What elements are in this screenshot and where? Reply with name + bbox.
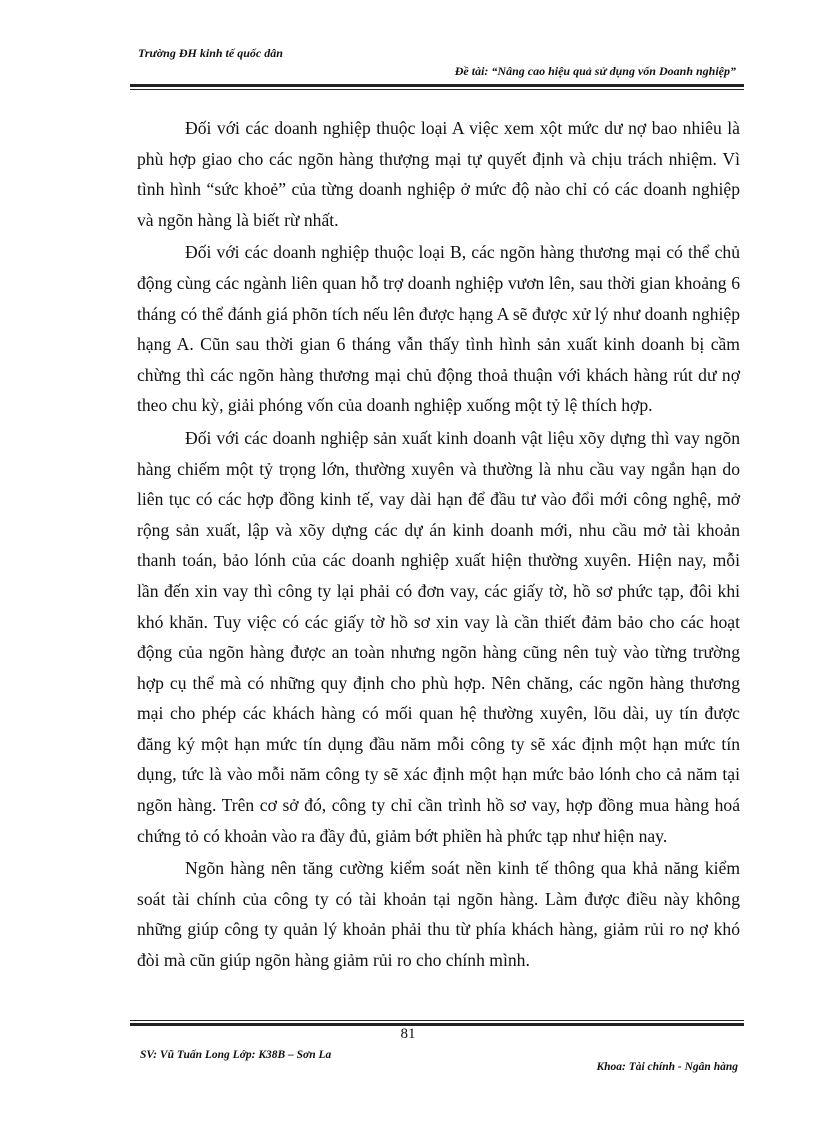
page-number: 81 — [400, 1026, 416, 1042]
paragraph-construction: Đối với các doanh nghiệp sản xuất kinh doanh vật liệu xõy dựng thì vay ngõn hàng chiếm một tỷ trọng lớn, thường xuyên và thường là nhu cầu vay ngắn hạn do liên tục có các hợp đồng kinh tế, vay dài hạn để đầu tư vào đổi mới công nghệ, mở rộng sản xuất, lập và xõy dựng các dự án kinh doanh mới, nhu cầu mở tài khoản thanh toán, bảo lónh của các doanh nghiệp xuất hiện thường xuyên. Hiện nay, mỗi lần đến xin vay thì công ty lại phải có đơn vay, các giấy tờ, hồ sơ phức tạp, đôi khi khó khăn. Tuy việc có các giấy tờ hồ sơ xin vay là cần thiết đảm bảo cho các hoạt động của ngõn hàng được an toàn nhưng ngõn hàng cũng nên tuỳ vào từng trường hợp cụ thể mà có những quy định cho phù hợp. Nên chăng, các ngõn hàng thương mại cho phép các khách hàng có mối quan hệ thường xuyên, lõu dài, uy tín được đăng ký một hạn mức tín dụng đầu năm mỗi công ty sẽ xác định một hạn mức tín dụng, tức là vào mỗi năm công ty sẽ xác định một hạn mức bảo lónh cho cả năm tại ngõn hàng. Trên cơ sở đó, công ty chỉ cần trình hồ sơ vay, hợp đồng mua hàng hoá chứng tỏ có khoản vào ra đầy đủ, giảm bớt phiền hà phức tạp như hiện nay. — [137, 427, 740, 846]
document-body — [137, 113, 740, 978]
paragraph-type-b: Đối với các doanh nghiệp thuộc loại B, các ngõn hàng thương mại có thể chủ động cùng các ngành liên quan hỗ trợ doanh nghiệp vươn lên, sau thời gian khoảng 6 tháng có thể đánh giá phõn tích nếu lên được hạng A sẽ được xử lý như doanh nghiệp hạng A. Cũn sau thời gian 6 tháng vẫn thấy tình hình sản xuất kinh doanh bị cầm chừng thì các ngõn hàng thương mại chủ động thoả thuận với khách hàng rút dư nợ theo chu kỳ, giải phóng vốn của doanh nghiệp xuống một tỷ lệ thích hợp. — [137, 242, 740, 416]
paragraph-type-a: Đối với các doanh nghiệp thuộc loại A việc xem xột mức dư nợ bao nhiêu là phù hợp giao cho các ngõn hàng thượng mại tự quyết định và chịu trách nhiệm. Vì tình hình “sức khoẻ” của từng doanh nghiệp ở mức độ nào chỉ có các doanh nghiệp và ngõn hàng là biết rừ nhất. — [137, 118, 740, 230]
header-school: Trường ĐH kinh tế quốc dân — [138, 46, 283, 60]
paragraph-bank-control: Ngõn hàng nên tăng cường kiểm soát nền kinh tế thông qua khả năng kiểm soát tài chính của công ty có tài khoản tại ngõn hàng. Làm được điều này không những giúp công ty quản lý khoản phải thu từ phía khách hàng, giảm rủi ro nợ khó đòi mà cũn giúp ngõn hàng giảm rủi ro cho chính mình. — [137, 858, 740, 971]
footer-faculty: Khoa: Tài chính - Ngân hàng — [596, 1061, 738, 1073]
header-topic: Đề tài: “Nâng cao hiệu quả sử dụng vốn Doanh nghiệp” — [454, 64, 736, 78]
footer-student: SV: Vũ Tuấn Long Lớp: K38B – Sơn La — [140, 1049, 332, 1061]
header-divider — [130, 84, 744, 90]
